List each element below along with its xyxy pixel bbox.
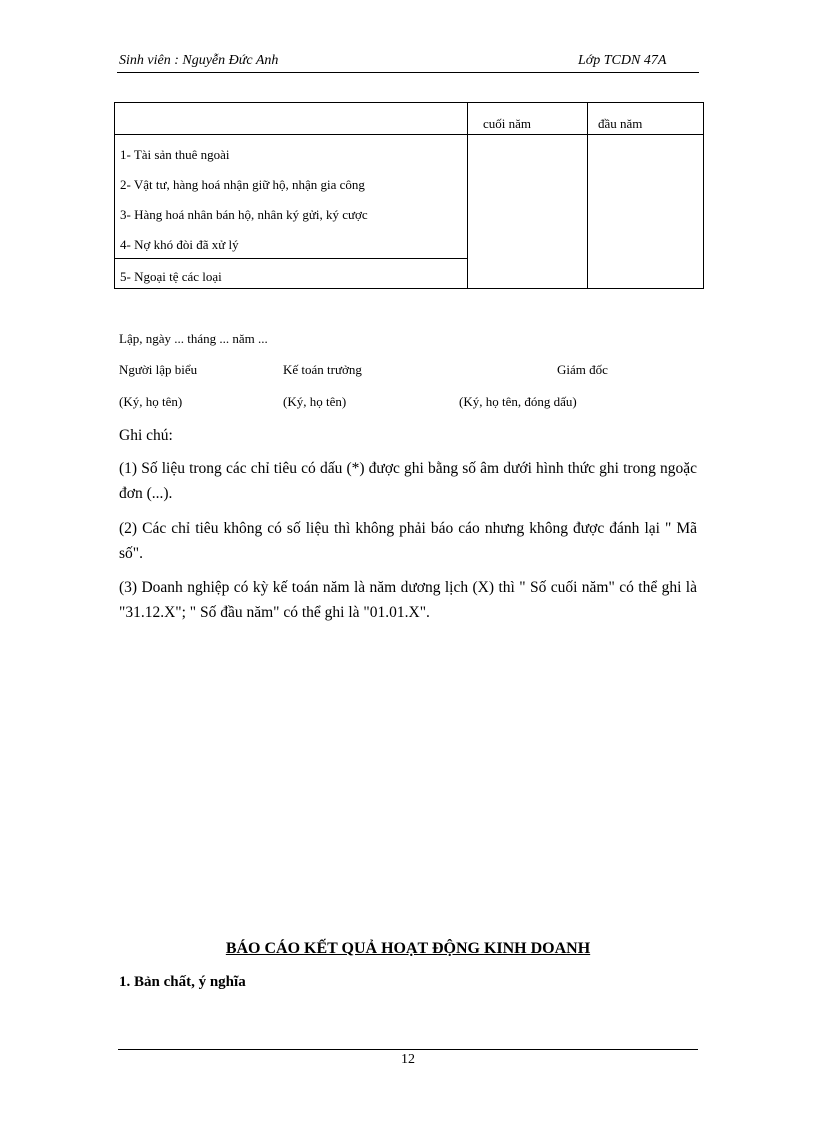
note-item: (1) Số liệu trong các chỉ tiêu có dấu (*) được ghi bằng số âm dưới hình thức ghi trong ngoặc đơn (...). xyxy=(119,460,697,502)
table-header-end-year: cuối năm xyxy=(483,116,532,131)
table-row: 1- Tài sản thuê ngoài xyxy=(120,147,230,162)
note-item: (3) Doanh nghiệp có kỳ kế toán năm là năm dương lịch (X) thì " Số cuối năm" có thể ghi là "31.12.X"; " Số đầu năm" có thể ghi là "01.01.X". xyxy=(119,579,697,621)
note-item: (2) Các chỉ tiêu không có số liệu thì không phải báo cáo nhưng không được đánh lại " Mã số". xyxy=(119,520,697,562)
header-class: Lớp TCDN 47A xyxy=(578,53,667,68)
table-col-divider xyxy=(467,103,468,288)
table-header-start-year: đầu năm xyxy=(598,116,643,131)
date-line: Lập, ngày ... tháng ... năm ... xyxy=(119,331,268,346)
accountant-title: Kế toán trưởng xyxy=(283,362,362,377)
preparer-sign: (Ký, họ tên) xyxy=(119,394,183,409)
table-row: 2- Vật tư, hàng hoá nhận giữ hộ, nhận gia công xyxy=(120,177,365,192)
off-balance-table xyxy=(114,102,704,289)
table-row: 5- Ngoại tệ các loại xyxy=(120,269,222,284)
footer-rule xyxy=(118,1049,698,1050)
director-sign: (Ký, họ tên, đóng dấu) xyxy=(459,394,577,409)
table-col-divider xyxy=(587,103,588,288)
preparer-title: Người lập biểu xyxy=(119,362,198,377)
director-title: Giám đốc xyxy=(557,362,608,377)
report-title-text: BÁO CÁO KẾT QUẢ HOẠT ĐỘNG KINH DOANH xyxy=(225,940,591,957)
notes-heading: Ghi chú: xyxy=(119,427,173,444)
header-rule xyxy=(117,72,699,73)
table-header-divider xyxy=(115,134,703,135)
table-row: 4- Nợ khó đòi đã xử lý xyxy=(120,237,239,252)
report-title xyxy=(0,940,816,958)
table-row-divider xyxy=(115,258,468,259)
section-title: 1. Bản chất, ý nghĩa xyxy=(119,974,246,990)
table-row: 3- Hàng hoá nhân bán hộ, nhân ký gửi, ký cược xyxy=(120,207,368,222)
accountant-sign: (Ký, họ tên) xyxy=(283,394,347,409)
header-student-name: Sinh viên : Nguyễn Đức Anh xyxy=(119,53,279,68)
page-number: 12 xyxy=(401,1052,415,1067)
